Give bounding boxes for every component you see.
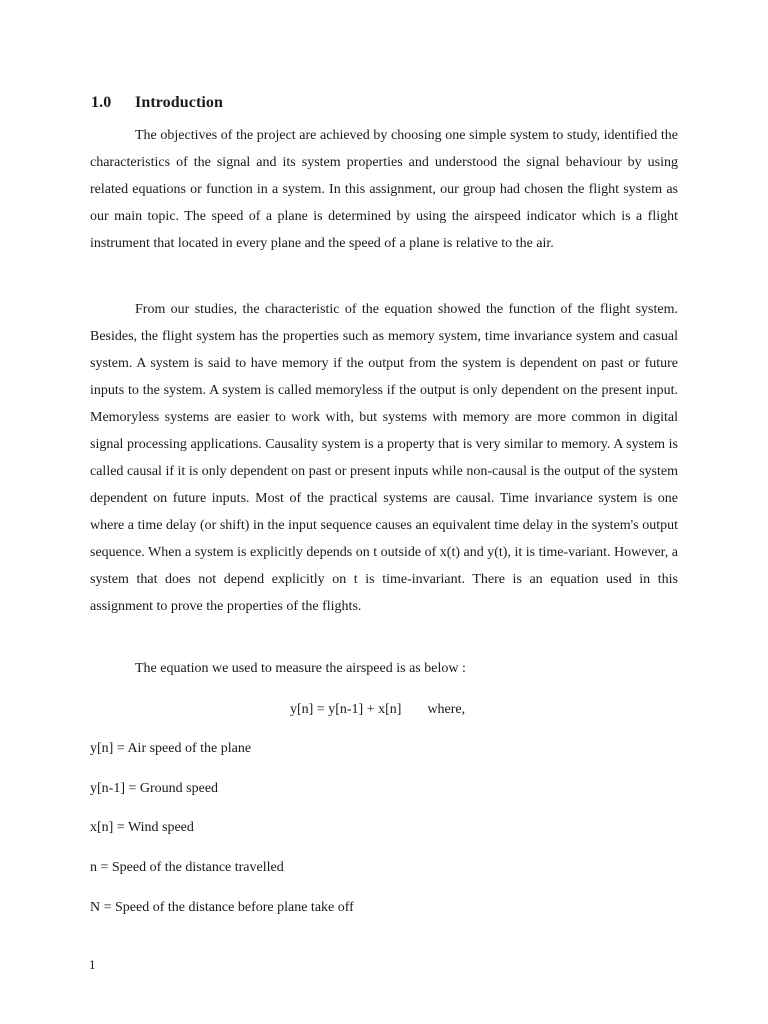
section-heading: [91, 94, 223, 112]
definition-item: y[n] = Air speed of the plane: [90, 741, 252, 756]
section-number: 1.0: [91, 94, 112, 111]
airspeed-equation: [290, 702, 465, 718]
definition-item: N = Speed of the distance before plane take off: [90, 900, 354, 915]
page-number: 1: [89, 957, 96, 972]
equation-suffix: where,: [427, 702, 466, 717]
equation-formula: y[n] = y[n-1] + x[n]: [290, 702, 402, 717]
section-title: Introduction: [135, 94, 224, 111]
equation-intro: The equation we used to measure the airspeed is as below :: [135, 661, 466, 676]
definition-item: x[n] = Wind speed: [90, 820, 194, 835]
intro-paragraph-2: From our studies, the characteristic of the equation showed the function of the flight system. Besides, the flight system has the properties such as memory system, time invariance system and casual system. A system is said to have memory if the output from the system is dependent on past or future inputs to the system. A system is called memoryless if the output is only dependent on the present input. Memoryless systems are easier to work with, but systems with memory are more common in digital signal processing applications. Causality system is a property that is very similar to memory. A system is called causal if it is only dependent on past or present inputs while non-causal is the output of the system dependent on future inputs. Most of the practical systems are causal. Time invariance system is one where a time delay (or shift) in the input sequence causes an equivalent time delay in the system's output sequence. When a system is explicitly depends on t outside of x(t) and y(t), it is time-variant. However, a system that does not depend explicitly on t is time-invariant. There is an equation used in this assignment to prove the properties of the flights.: [90, 302, 678, 614]
definition-item: n = Speed of the distance travelled: [90, 860, 284, 875]
definition-item: y[n-1] = Ground speed: [90, 781, 219, 796]
intro-paragraph-1: The objectives of the project are achieved by choosing one simple system to study, identified the characteristics of the signal and its system properties and understood the signal behaviour by using related equations or function in a system. In this assignment, our group had chosen the flight system as our main topic. The speed of a plane is determined by using the airspeed indicator which is a flight instrument that located in every plane and the speed of a plane is relative to the air.: [90, 128, 678, 251]
